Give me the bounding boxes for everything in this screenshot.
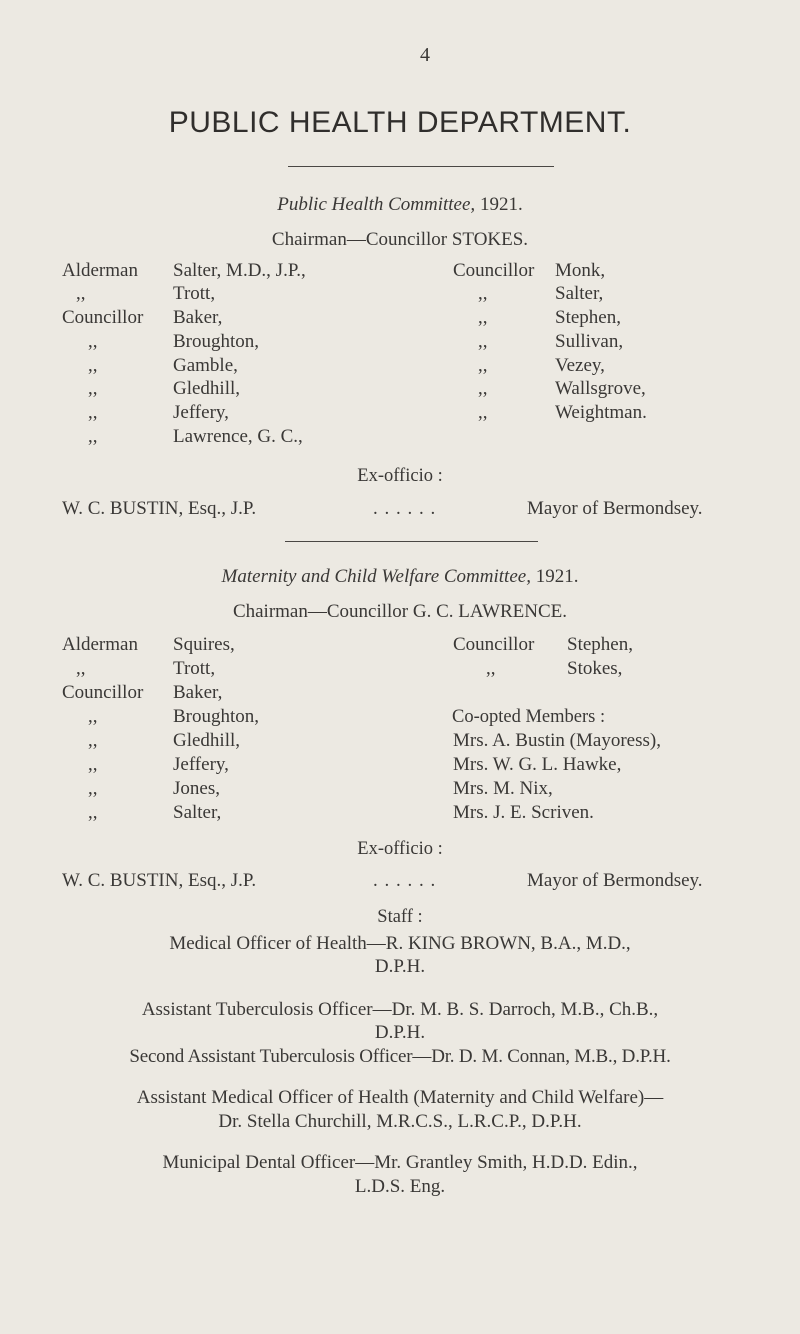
member-name: Baker, (173, 307, 223, 328)
public-health-heading-title: Public Health Committee, (277, 194, 476, 215)
page-title: PUBLIC HEALTH DEPARTMENT. (168, 106, 632, 139)
member-name: Sullivan, (555, 331, 624, 352)
member-prefix: ,, (88, 802, 98, 823)
member-prefix: ,, (88, 730, 98, 751)
member-prefix: ,, (486, 658, 496, 679)
public-health-ex-officio-label: Ex-officio : (357, 466, 443, 486)
member-name: Gledhill, (173, 378, 241, 399)
ex-officio-dots: . . . . . . (373, 498, 437, 519)
member-name: Salter, (555, 283, 604, 304)
member-name: Salter, M.D., J.P., (173, 260, 306, 281)
member-name: Salter, (173, 802, 222, 823)
ex-officio-name: W. C. BUSTIN, Esq., J.P. (62, 498, 257, 519)
staff-entry-line: D.P.H. (374, 956, 426, 977)
coopted-member: Mrs. W. G. L. Hawke, (453, 754, 622, 775)
member-name: Trott, (173, 283, 216, 304)
section-divider (285, 541, 538, 542)
member-name: Baker, (173, 682, 223, 703)
title-divider (288, 166, 554, 167)
maternity-ex-officio-label: Ex-officio : (357, 839, 443, 859)
member-prefix: Alderman (62, 634, 138, 655)
member-prefix: ,, (88, 778, 98, 799)
member-prefix: Councillor (62, 682, 144, 703)
member-prefix: ,, (478, 378, 488, 399)
member-prefix: ,, (478, 283, 488, 304)
member-name: Wallsgrove, (555, 378, 646, 399)
maternity-heading (0, 566, 800, 588)
member-prefix: ,, (88, 402, 98, 423)
member-prefix: ,, (76, 283, 86, 304)
coopted-member: Mrs. M. Nix, (453, 778, 553, 799)
staff-entry-line: D.P.H. (374, 1022, 426, 1043)
member-name: Lawrence, G. C., (173, 426, 303, 447)
member-name: Gamble, (173, 355, 238, 376)
public-health-heading (0, 194, 800, 216)
member-prefix: ,, (88, 706, 98, 727)
member-name: Trott, (173, 658, 216, 679)
member-name: Stephen, (567, 634, 633, 655)
member-name: Squires, (173, 634, 235, 655)
member-name: Stephen, (555, 307, 621, 328)
member-name: Monk, (555, 260, 606, 281)
member-name: Jeffery, (173, 402, 229, 423)
member-prefix: ,, (88, 378, 98, 399)
staff-entry-line: Second Assistant Tuberculosis Officer—Dr. D. M. Connan, M.B., D.P.H. (129, 1046, 671, 1067)
page-number: 4 (420, 44, 430, 66)
public-health-chairman: Chairman—Councillor STOKES. (271, 229, 529, 250)
member-prefix: Councillor (453, 634, 535, 655)
member-prefix: ,, (478, 307, 488, 328)
maternity-chairman: Chairman—Councillor G. C. LAWRENCE. (232, 601, 568, 622)
ex-officio-role: Mayor of Bermondsey. (527, 870, 703, 891)
ex-officio-name: W. C. BUSTIN, Esq., J.P. (62, 870, 257, 891)
ex-officio-role: Mayor of Bermondsey. (527, 498, 703, 519)
staff-entry-line: Assistant Tuberculosis Officer—Dr. M. B. S. Darroch, M.B., Ch.B., (141, 999, 659, 1020)
member-name: Broughton, (173, 331, 260, 352)
member-prefix: Councillor (62, 307, 144, 328)
public-health-heading-year: 1921. (479, 194, 523, 215)
member-prefix: ,, (478, 331, 488, 352)
member-name: Weightman. (555, 402, 647, 423)
maternity-heading-year: 1921. (535, 566, 579, 587)
coopted-member: Mrs. J. E. Scriven. (453, 802, 594, 823)
staff-entry-line: Dr. Stella Churchill, M.R.C.S., L.R.C.P., D.P.H. (218, 1111, 582, 1132)
maternity-heading-title: Maternity and Child Welfare Committee, (221, 566, 531, 587)
staff-entry-line: Medical Officer of Health—R. KING BROWN, B.A., M.D., (169, 933, 631, 954)
coopted-member: Mrs. A. Bustin (Mayoress), (453, 730, 661, 751)
staff-entry-line: Assistant Medical Officer of Health (Maternity and Child Welfare)— (136, 1087, 664, 1108)
member-prefix: ,, (76, 658, 86, 679)
member-prefix: ,, (478, 402, 488, 423)
member-name: Jeffery, (173, 754, 229, 775)
member-prefix: ,, (88, 355, 98, 376)
staff-label: Staff : (377, 907, 423, 927)
member-prefix: Alderman (62, 260, 138, 281)
member-prefix: ,, (88, 331, 98, 352)
staff-entry-line: L.D.S. Eng. (354, 1176, 446, 1197)
member-name: Broughton, (173, 706, 260, 727)
member-prefix: ,, (88, 754, 98, 775)
member-prefix: ,, (478, 355, 488, 376)
member-name: Gledhill, (173, 730, 241, 751)
member-name: Vezey, (555, 355, 605, 376)
ex-officio-dots: . . . . . . (373, 870, 437, 891)
member-prefix: ,, (88, 426, 98, 447)
coopted-members-label: Co-opted Members : (452, 707, 606, 727)
member-name: Jones, (173, 778, 220, 799)
staff-entry-line: Municipal Dental Officer—Mr. Grantley Smith, H.D.D. Edin., (162, 1152, 638, 1173)
member-prefix: Councillor (453, 260, 535, 281)
member-name: Stokes, (567, 658, 623, 679)
